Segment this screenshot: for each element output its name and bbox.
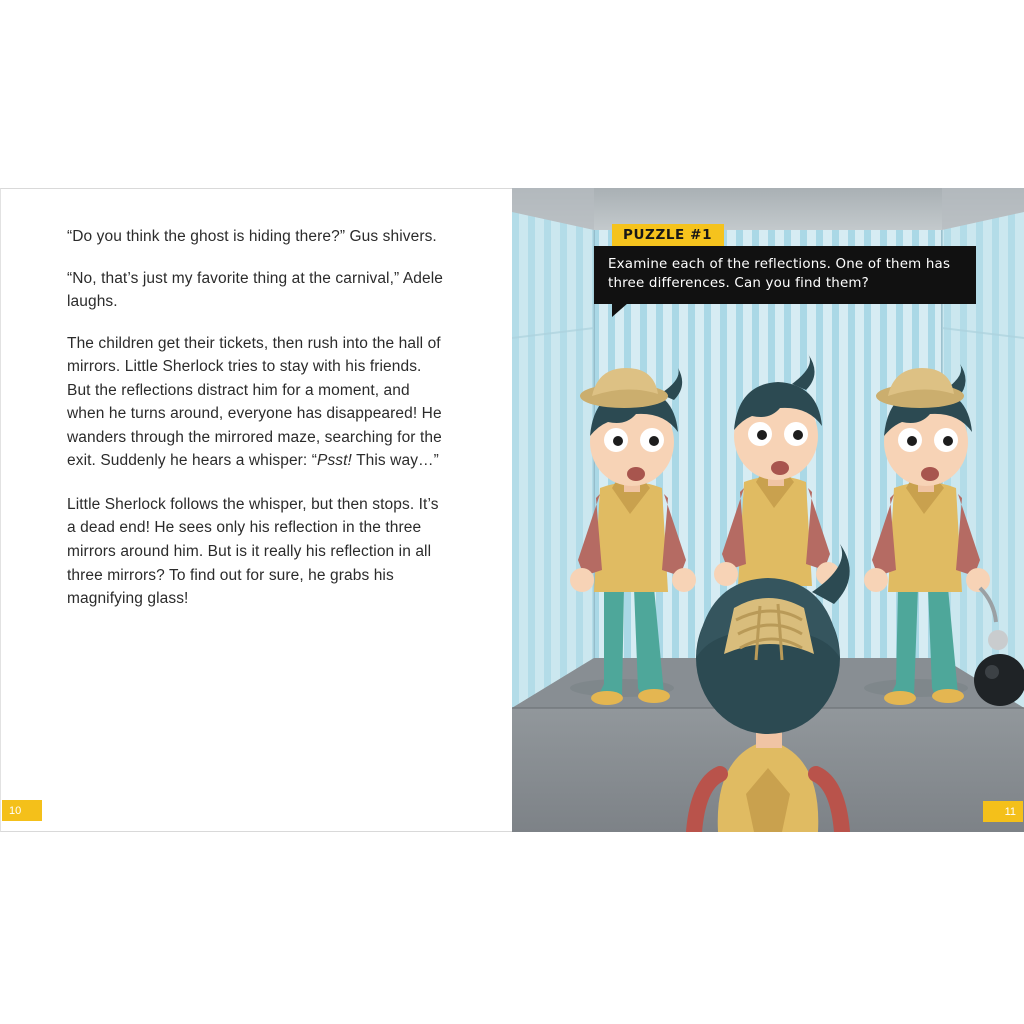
paragraph-2: “No, that’s just my favorite thing at the carnival,” Adele laughs. <box>67 269 443 311</box>
right-page <box>512 188 1024 832</box>
paragraph-3: The children get their tickets, then rush into the hall of mirrors. Little Sherlock tries to stay with his friends. But the reflections distract him for a moment, and when he turns around, everyone has disappeared! He wanders through the mirrored maze, searching for the exit. Suddenly he hears a whisper: “Psst! This way…” <box>67 334 442 470</box>
book-spread <box>0 188 1024 832</box>
paragraph-1: “Do you think the ghost is hiding there?” Gus shivers. <box>67 228 437 245</box>
left-page <box>0 188 512 832</box>
puzzle-callout <box>594 224 976 304</box>
puzzle-tab-label: PUZZLE #1 <box>612 224 724 246</box>
whisper-emphasis: Psst! <box>317 452 352 470</box>
paragraph-4: Little Sherlock follows the whisper, but then stops. It’s a dead end! He sees only his reflection in the three mirrors around him. But is it really his reflection in all three mirrors? To find out for sure, he grabs his magnifying glass! <box>67 495 439 608</box>
callout-tail <box>612 303 628 317</box>
story-text-column <box>67 225 445 631</box>
page-number-right: 11 <box>983 801 1023 822</box>
page-number-left: 10 <box>2 800 42 821</box>
puzzle-text-content: Examine each of the reflections. One of them has three differences. Can you find them? <box>608 257 951 292</box>
puzzle-text <box>594 246 976 304</box>
